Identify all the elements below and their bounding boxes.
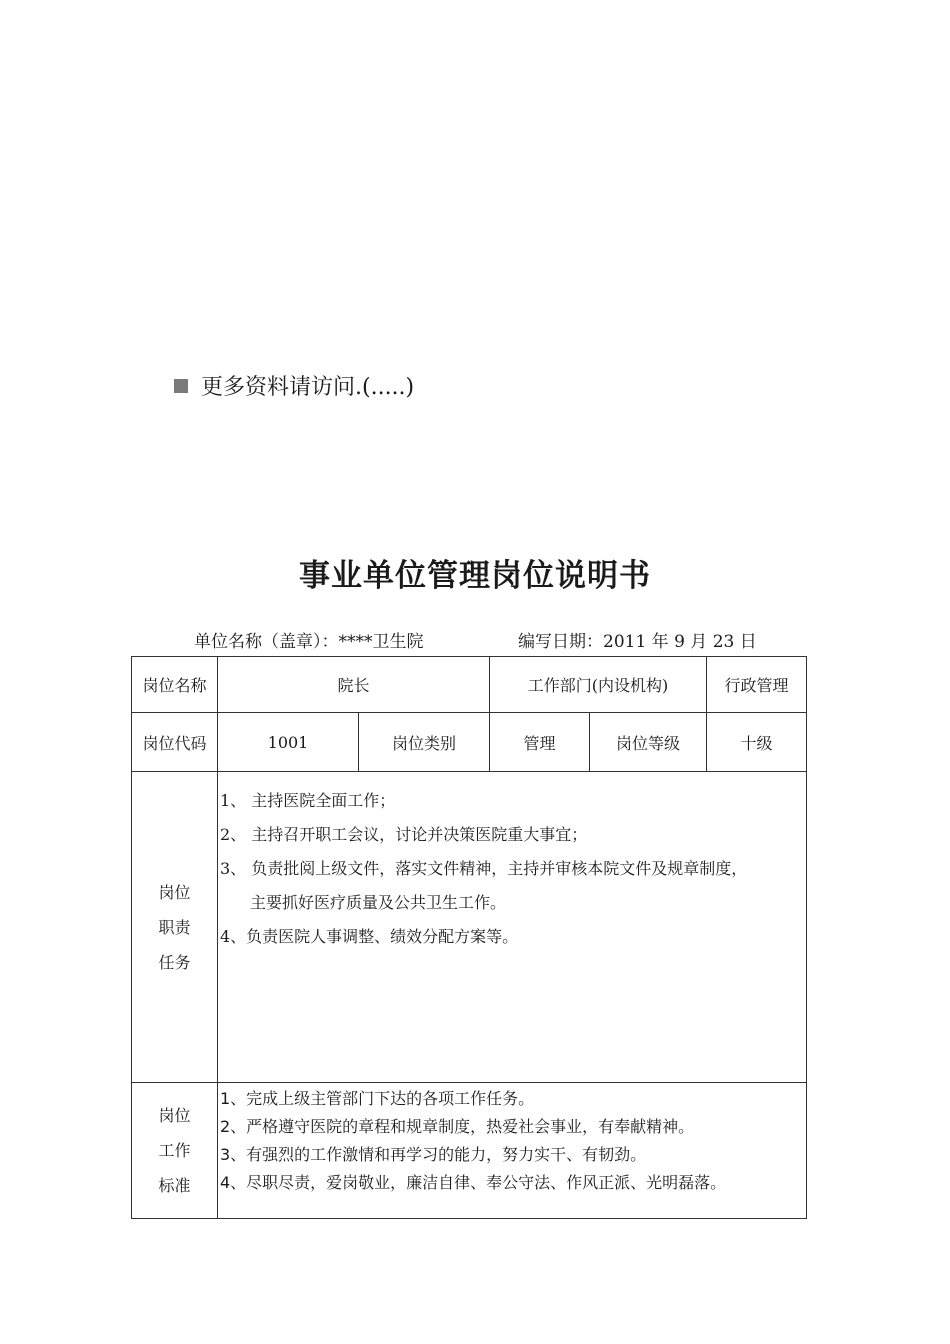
label-department: 工作部门(内设机构)	[490, 657, 707, 713]
list-item: 3、有强烈的工作激情和再学习的能力，努力实干、有韧劲。	[220, 1145, 647, 1164]
label-post-code: 岗位代码	[132, 713, 218, 772]
post-grade-value: 十级	[707, 713, 807, 772]
post-code-value: 1001	[218, 713, 359, 772]
standards-label-line: 岗位	[158, 1106, 191, 1125]
department-value: 行政管理	[707, 657, 807, 713]
standards-content	[218, 1083, 807, 1219]
list-item: 4、尽职尽责，爱岗敬业，廉洁自律、奉公守法、作风正派、光明磊落。	[220, 1173, 727, 1192]
standards-label	[132, 1083, 218, 1219]
unit-name: 单位名称（盖章）：****卫生院	[194, 632, 424, 652]
list-item: 4、负责医院人事调整、绩效分配方案等。	[220, 927, 519, 946]
table-row	[132, 713, 807, 772]
post-description-table	[131, 656, 807, 1219]
label-post-grade: 岗位等级	[590, 713, 707, 772]
list-item: 1、完成上级主管部门下达的各项工作任务。	[220, 1089, 535, 1108]
table-row	[132, 1083, 807, 1219]
standards-label-line: 工作	[158, 1141, 191, 1160]
square-bullet-icon	[174, 379, 188, 393]
duties-label-line: 职责	[158, 917, 191, 937]
list-item: 1、 主持医院全面工作；	[220, 791, 396, 810]
duties-content	[218, 772, 807, 1083]
compile-date: 编写日期：2011 年 9 月 23 日	[518, 632, 757, 652]
duties-label-line: 任务	[158, 952, 191, 972]
visit-notice-text: 更多资料请访问.(.....)	[201, 375, 415, 400]
table-row	[132, 657, 807, 713]
duties-label-line: 岗位	[158, 882, 191, 902]
visit-notice	[174, 372, 414, 404]
label-post-name: 岗位名称	[132, 657, 218, 713]
post-name-value: 院长	[218, 657, 490, 713]
document-title: 事业单位管理岗位说明书	[299, 558, 651, 594]
post-category-value: 管理	[490, 713, 590, 772]
list-item: 3、 负责批阅上级文件，落实文件精神，主持并审核本院文件及规章制度，	[220, 859, 748, 878]
table-row	[132, 772, 807, 1083]
list-item: 2、 主持召开职工会议，讨论并决策医院重大事宜；	[220, 825, 588, 844]
standards-label-line: 标准	[158, 1176, 191, 1195]
label-post-category: 岗位类别	[359, 713, 490, 772]
duties-label	[132, 772, 218, 1083]
list-item: 2、严格遵守医院的章程和规章制度，热爱社会事业，有奉献精神。	[220, 1117, 695, 1136]
list-item: 主要抓好医疗质量及公共卫生工作。	[250, 893, 507, 912]
